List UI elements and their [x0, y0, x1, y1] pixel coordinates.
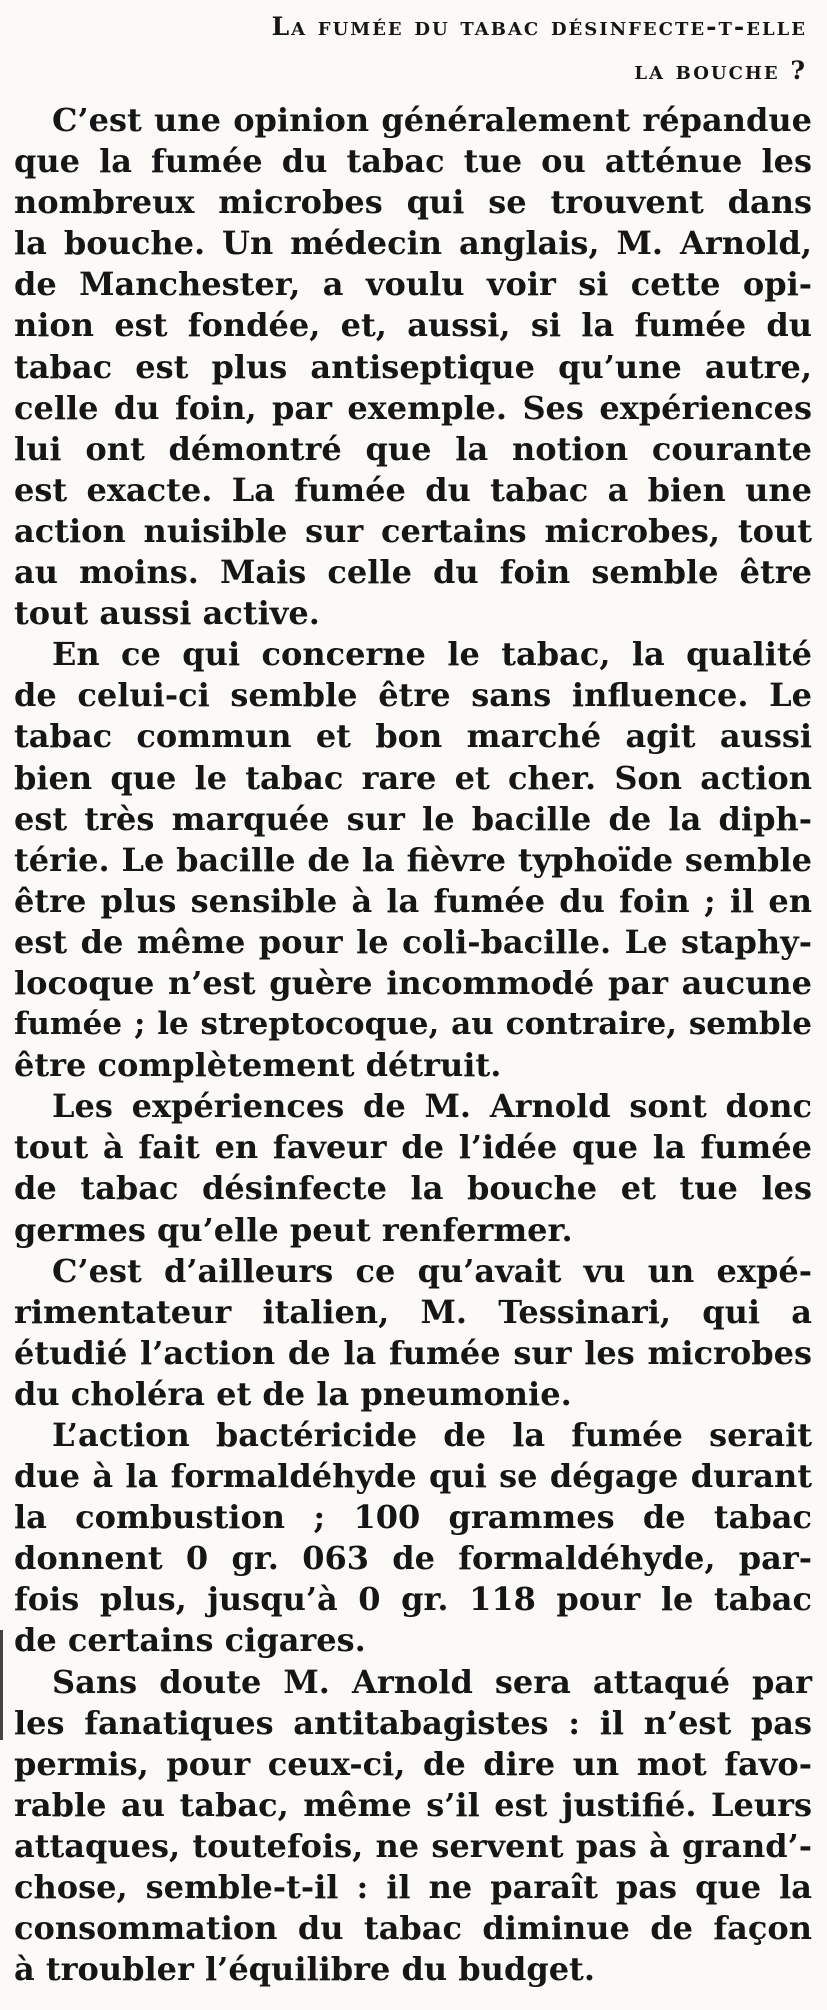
text-line: locoque n’est guère incommodé par aucune [14, 963, 812, 1002]
text-line: rimentateur italien, M. Tessinari, qui a [14, 1292, 812, 1331]
text-line: de Manchester, a voulu voir si cette opi- [14, 265, 812, 304]
paragraph-2 [14, 634, 812, 1086]
paragraph-1 [14, 100, 812, 634]
text-line: donnent 0 gr. 063 de formaldéhyde, par- [14, 1539, 812, 1578]
paragraph-5 [14, 1415, 812, 1662]
text-line: nombreux microbes qui se trouvent dans [14, 183, 812, 222]
text-line: de celui-ci semble être sans influence. Le [14, 676, 812, 715]
text-line: de certains cigares. [14, 1621, 366, 1660]
text-line: être complètement détruit. [14, 1046, 502, 1085]
text-line: fois plus, jusqu’à 0 gr. 118 pour le tabac [14, 1580, 812, 1619]
text-line: est exacte. La fumée du tabac a bien une [14, 470, 812, 509]
text-line: la combustion ; 100 grammes de tabac [14, 1498, 812, 1537]
margin-rule [0, 1630, 3, 1740]
article-body [14, 100, 812, 1990]
text-line: à troubler l’équilibre du budget. [14, 1950, 595, 1989]
text-line: du choléra et de la pneumonie. [14, 1374, 572, 1413]
text-line: est très marquée sur le bacille de la diph- [14, 799, 812, 838]
paragraph-3 [14, 1086, 812, 1250]
text-line: rable au tabac, même s’il est justifié. Leurs [14, 1785, 812, 1824]
text-line: chose, semble-t-il : il ne paraît pas que la [14, 1868, 812, 1907]
text-line: permis, pour ceux-ci, de dire un mot favo- [14, 1744, 812, 1783]
text-line: En ce qui concerne le tabac, la qualité [52, 635, 812, 674]
text-line: térie. Le bacille de la fièvre typhoïde semble [14, 840, 812, 879]
text-line: étudié l’action de la fumée sur les microbes [14, 1333, 812, 1372]
text-line: est de même pour le coli-bacille. Le staphy- [14, 922, 812, 961]
text-line: de tabac désinfecte la bouche et tue les [14, 1169, 812, 1208]
paragraph-6 [14, 1662, 812, 1991]
article-title-line-1: La fumée du tabac désinfecte-t-elle [271, 12, 807, 41]
text-line: germes qu’elle peut renfermer. [14, 1210, 573, 1249]
paragraph-4 [14, 1251, 812, 1415]
text-line: que la fumée du tabac tue ou atténue les [14, 142, 812, 181]
text-line: la bouche. Un médecin anglais, M. Arnold, [14, 224, 812, 263]
text-line: celle du foin, par exemple. Ses expériences [14, 388, 812, 427]
text-line: consommation du tabac diminue de façon [14, 1909, 812, 1948]
text-line: bien que le tabac rare et cher. Son action [14, 758, 812, 797]
text-line: due à la formaldéhyde qui se dégage durant [14, 1457, 812, 1496]
text-line: L’action bactéricide de la fumée serait [52, 1416, 812, 1454]
text-line: nion est fondée, et, aussi, si la fumée du [14, 306, 812, 345]
text-line: tabac est plus antiseptique qu’une autre, [14, 347, 812, 386]
text-line: C’est une opinion généralement répandue [52, 101, 812, 139]
text-line: action nuisible sur certains microbes, tout [14, 511, 812, 550]
text-line: Sans doute M. Arnold sera attaqué par [52, 1662, 812, 1701]
text-line: les fanatiques antitabagistes : il n’est pas [14, 1703, 812, 1742]
text-line: Les expériences de M. Arnold sont donc [52, 1087, 812, 1126]
text-line: attaques, toutefois, ne servent pas à grand’- [14, 1826, 812, 1865]
article-title-line-2: la bouche ? [634, 56, 807, 85]
text-line: tout à fait en faveur de l’idée que la fumée [14, 1128, 812, 1167]
text-line: fumée ; le streptocoque, au contraire, semble [14, 1006, 812, 1043]
text-line: au moins. Mais celle du foin semble être [14, 553, 812, 592]
text-line: lui ont démontré que la notion courante [14, 429, 812, 468]
text-line: tout aussi active. [14, 594, 320, 633]
text-line: être plus sensible à la fumée du foin ; il en [14, 881, 812, 920]
text-line: tabac commun et bon marché agit aussi [14, 717, 812, 756]
text-line: C’est d’ailleurs ce qu’avait vu un expé- [52, 1251, 812, 1290]
